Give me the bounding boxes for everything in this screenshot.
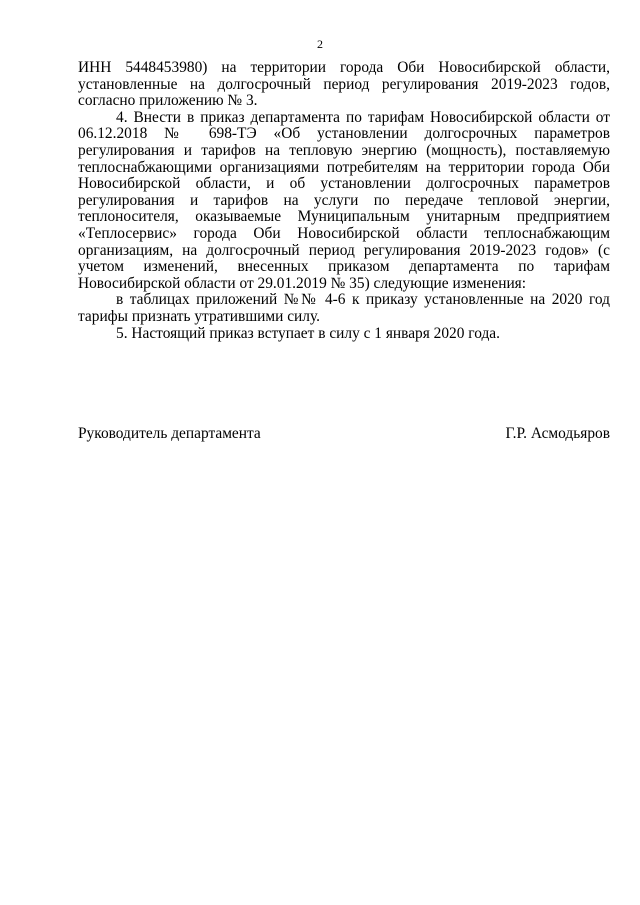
signatory-name: Г.Р. Асмодьяров — [505, 425, 610, 442]
page-number: 2 — [317, 37, 323, 51]
paragraph-item-4: 4. Внести в приказ департамента по тарифам Новосибирской области от 06.12.2018 № 698-ТЭ «Об установлении долгосрочных параметров регулирования и тарифов на тепловую энергию (мощность), поставляемую теплоснабжающими организациями потребителям на территории города Оби Новосибирской области, и об установлении долгосрочных параметров регулирования и тарифов на услуги по передаче тепловой энергии, теплоносителя, оказываемые Муниципальным унитарным предприятием «Теплосервис» города Оби Новосибирской области теплоснабжающим организациям, на долгосрочный период регулирования 2019-2023 годов» (с учетом изменений, внесенных приказом департамента по тарифам Новосибирской области от 29.01.2019 № 35) следующие изменения: — [78, 108, 610, 292]
signatory-position: Руководитель департамента — [78, 425, 261, 442]
paragraph-continuation: ИНН 5448453980) на территории города Оби Новосибирской области, установленные на долгосрочный период регулирования 2019-2023 годов, согласно приложению № 3. — [78, 59, 610, 110]
document-body — [78, 60, 610, 342]
signature-block — [78, 425, 610, 442]
paragraph-item-4-change: в таблицах приложений №№ 4-6 к приказу установленные на 2020 год тарифы признать утратившими силу. — [78, 291, 610, 325]
paragraph-item-5: 5. Настоящий приказ вступает в силу с 1 января 2020 года. — [116, 324, 500, 342]
